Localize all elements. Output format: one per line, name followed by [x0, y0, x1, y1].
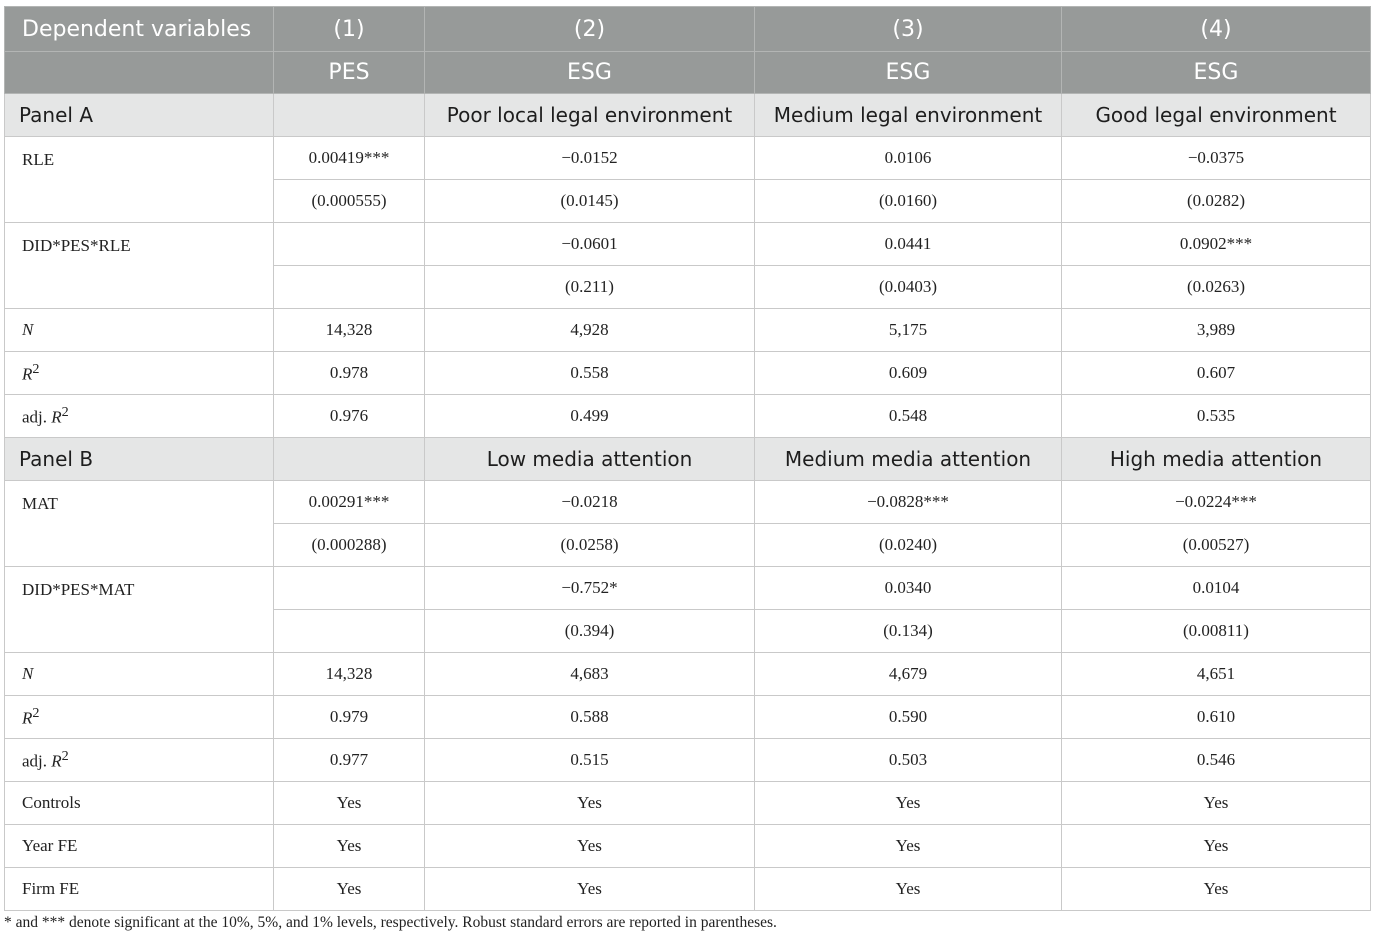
header-dep-3: ESG: [755, 52, 1062, 94]
panel-a-group-1: [274, 94, 425, 137]
regression-table: [4, 6, 1371, 911]
header-dep-1: PES: [274, 52, 425, 94]
cell: −0.0828***: [755, 481, 1062, 524]
cell: 4,651: [1062, 653, 1371, 696]
adj-prefix: adj.: [22, 407, 52, 427]
cell: 0.977: [274, 739, 425, 782]
header-row-columns: [5, 7, 1371, 52]
table-row: [5, 653, 1371, 696]
row-label-n: N: [5, 309, 274, 352]
r2-superscript: 2: [32, 361, 40, 378]
cell: Yes: [1062, 782, 1371, 825]
cell: 0.979: [274, 696, 425, 739]
cell: −0.0601: [425, 223, 755, 266]
cell: (0.0240): [755, 524, 1062, 567]
table-footnote: * and *** denote significant at the 10%, 5%, and 1% levels, respectively. Robust standard errors are reported in parentheses.: [4, 914, 777, 931]
cell: 3,989: [1062, 309, 1371, 352]
cell: 0.503: [755, 739, 1062, 782]
r2-superscript: 2: [32, 705, 40, 722]
cell: Yes: [425, 868, 755, 911]
cell: 0.609: [755, 352, 1062, 395]
row-label-r2: [5, 696, 274, 739]
cell: 0.0340: [755, 567, 1062, 610]
panel-b-group-4: High media attention: [1062, 438, 1371, 481]
cell: [274, 223, 425, 266]
cell: −0.0152: [425, 137, 755, 180]
cell: Yes: [755, 868, 1062, 911]
cell: (0.00527): [1062, 524, 1371, 567]
panel-a-group-2: Poor local legal environment: [425, 94, 755, 137]
cell: (0.0282): [1062, 180, 1371, 223]
cell: 14,328: [274, 653, 425, 696]
header-col-2: (2): [425, 7, 755, 52]
cell: Yes: [755, 825, 1062, 868]
header-col-1: (1): [274, 7, 425, 52]
row-label-mat: MAT: [5, 481, 274, 567]
cell: −0.752*: [425, 567, 755, 610]
cell: −0.0224***: [1062, 481, 1371, 524]
cell: (0.211): [425, 266, 755, 309]
row-label-adj-r2: [5, 739, 274, 782]
r2-superscript: 2: [61, 404, 69, 421]
panel-a-header: [5, 94, 1371, 137]
cell: 4,928: [425, 309, 755, 352]
panel-b-group-3: Medium media attention: [755, 438, 1062, 481]
table-row: [5, 782, 1371, 825]
cell: 4,683: [425, 653, 755, 696]
header-dep-4: ESG: [1062, 52, 1371, 94]
cell: 0.0106: [755, 137, 1062, 180]
cell: 5,175: [755, 309, 1062, 352]
cell: [274, 567, 425, 610]
table-row: [5, 137, 1371, 180]
cell: 0.548: [755, 395, 1062, 438]
cell: Yes: [274, 825, 425, 868]
cell: 0.00291***: [274, 481, 425, 524]
panel-a-group-3: Medium legal environment: [755, 94, 1062, 137]
table-row: [5, 868, 1371, 911]
cell: (0.00811): [1062, 610, 1371, 653]
header-row-dependent: [5, 52, 1371, 94]
cell: 0.588: [425, 696, 755, 739]
cell: 0.978: [274, 352, 425, 395]
cell: −0.0375: [1062, 137, 1371, 180]
cell: [274, 266, 425, 309]
table-row: [5, 567, 1371, 610]
header-dependent-variables: Dependent variables: [5, 7, 274, 52]
cell: 0.607: [1062, 352, 1371, 395]
cell: (0.394): [425, 610, 755, 653]
cell: Yes: [1062, 868, 1371, 911]
row-label-n: N: [5, 653, 274, 696]
header-col-3: (3): [755, 7, 1062, 52]
panel-b-group-2: Low media attention: [425, 438, 755, 481]
r2-symbol: R: [22, 364, 33, 384]
panel-a-group-4: Good legal environment: [1062, 94, 1371, 137]
cell: (0.0258): [425, 524, 755, 567]
panel-b-header: [5, 438, 1371, 481]
table-row: [5, 223, 1371, 266]
header-dep-2: ESG: [425, 52, 755, 94]
row-label-year-fe: Year FE: [5, 825, 274, 868]
cell: 0.610: [1062, 696, 1371, 739]
cell: 0.00419***: [274, 137, 425, 180]
cell: (0.000555): [274, 180, 425, 223]
cell: Yes: [425, 825, 755, 868]
cell: 0.0104: [1062, 567, 1371, 610]
header-col-4: (4): [1062, 7, 1371, 52]
cell: 0.546: [1062, 739, 1371, 782]
cell: Yes: [755, 782, 1062, 825]
cell: Yes: [1062, 825, 1371, 868]
row-label-r2: [5, 352, 274, 395]
cell: 0.515: [425, 739, 755, 782]
cell: 14,328: [274, 309, 425, 352]
cell: 0.499: [425, 395, 755, 438]
row-label-did-pes-rle: DID*PES*RLE: [5, 223, 274, 309]
r2-superscript: 2: [61, 748, 69, 765]
table-row: [5, 309, 1371, 352]
adj-prefix: adj.: [22, 751, 52, 771]
header-blank: [5, 52, 274, 94]
cell: (0.134): [755, 610, 1062, 653]
cell: 0.590: [755, 696, 1062, 739]
cell: 0.558: [425, 352, 755, 395]
cell: 0.535: [1062, 395, 1371, 438]
cell: 0.976: [274, 395, 425, 438]
cell: Yes: [274, 868, 425, 911]
row-label-rle: RLE: [5, 137, 274, 223]
table-row: [5, 395, 1371, 438]
table-row: [5, 481, 1371, 524]
cell: Yes: [274, 782, 425, 825]
cell: [274, 610, 425, 653]
table-row: [5, 696, 1371, 739]
cell: (0.0263): [1062, 266, 1371, 309]
table-row: [5, 352, 1371, 395]
r2-symbol: R: [51, 407, 62, 427]
cell: Yes: [425, 782, 755, 825]
cell: 4,679: [755, 653, 1062, 696]
cell: −0.0218: [425, 481, 755, 524]
row-label-adj-r2: [5, 395, 274, 438]
cell: 0.0902***: [1062, 223, 1371, 266]
panel-b-label: Panel B: [5, 438, 274, 481]
cell: (0.000288): [274, 524, 425, 567]
panel-a-label: Panel A: [5, 94, 274, 137]
r2-symbol: R: [22, 708, 33, 728]
row-label-did-pes-mat: DID*PES*MAT: [5, 567, 274, 653]
cell: (0.0145): [425, 180, 755, 223]
cell: (0.0160): [755, 180, 1062, 223]
table-row: [5, 825, 1371, 868]
row-label-firm-fe: Firm FE: [5, 868, 274, 911]
r2-symbol: R: [51, 751, 62, 771]
row-label-controls: Controls: [5, 782, 274, 825]
panel-b-group-1: [274, 438, 425, 481]
cell: (0.0403): [755, 266, 1062, 309]
table-row: [5, 739, 1371, 782]
cell: 0.0441: [755, 223, 1062, 266]
